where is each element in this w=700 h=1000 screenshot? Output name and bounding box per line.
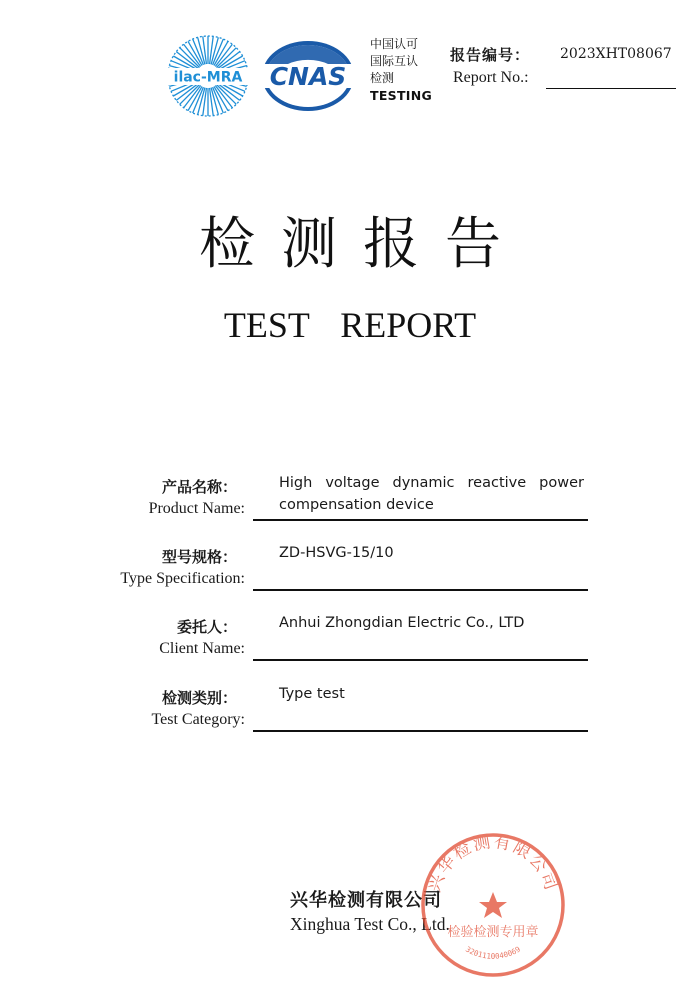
title-cn: 检测报告 (199, 212, 527, 277)
ilac-ray (180, 48, 200, 68)
cnas-logo-text: CNAS (269, 62, 347, 91)
client-name-label-en: Client Name: (159, 640, 245, 657)
accreditation-line-3: 检测 (370, 71, 395, 85)
test-category-value: Type test (279, 686, 345, 702)
field-product-name (0, 476, 700, 536)
product-name-value: High voltage dynamic reactive power compensation device (279, 475, 584, 513)
accreditation-line-2: 国际互认 (370, 54, 419, 68)
report-no-label-en: Report No.: (453, 69, 529, 86)
product-name-label-en: Product Name: (148, 500, 245, 517)
report-no-underline (546, 88, 676, 89)
test-category-label-cn: 检测类别： (161, 689, 237, 707)
title-en: TEST REPORT (223, 305, 477, 345)
field-client-name (0, 616, 700, 676)
type-spec-label-cn: 型号规格： (161, 548, 237, 566)
report-no-label-cn: 报告编号： (450, 46, 531, 64)
accreditation-line-1: 中国认可 (370, 37, 419, 51)
test-category-underline (253, 730, 588, 732)
type-spec-value: ZD-HSVG-15/10 (279, 545, 394, 561)
company-name-en: Xinghua Test Co., Ltd. (290, 914, 450, 934)
accreditation-text (370, 36, 450, 104)
product-name-label-cn: 产品名称： (161, 478, 237, 496)
ilac-ray (180, 84, 200, 104)
accreditation-testing: TESTING (370, 88, 433, 103)
type-spec-label-en: Type Specification: (120, 570, 245, 587)
ilac-ray (216, 48, 236, 68)
ilac-mra-logo (160, 34, 256, 118)
type-spec-underline (253, 589, 588, 591)
client-name-underline (253, 659, 588, 661)
seal-number: 3201110040069 (464, 944, 522, 961)
cnas-logo (258, 38, 358, 114)
test-category-label-en: Test Category: (151, 711, 245, 728)
seal-star-icon (479, 892, 507, 918)
seal-company-text: 兴华检测有限公司 (424, 832, 562, 895)
report-no-value: 2023XHT08067 (560, 46, 672, 62)
ilac-logo-text: ilac-MRA (173, 69, 243, 86)
field-type-spec (0, 546, 700, 606)
company-name-cn: 兴华检测有限公司 (290, 890, 442, 911)
seal-center-text: 检验检测专用章 (447, 925, 539, 940)
client-name-value: Anhui Zhongdian Electric Co., LTD (279, 615, 525, 631)
product-name-underline (253, 519, 588, 521)
field-test-category (0, 687, 700, 747)
ilac-ray (216, 84, 236, 104)
official-seal (418, 830, 568, 980)
client-name-label-cn: 委托人： (176, 618, 237, 636)
